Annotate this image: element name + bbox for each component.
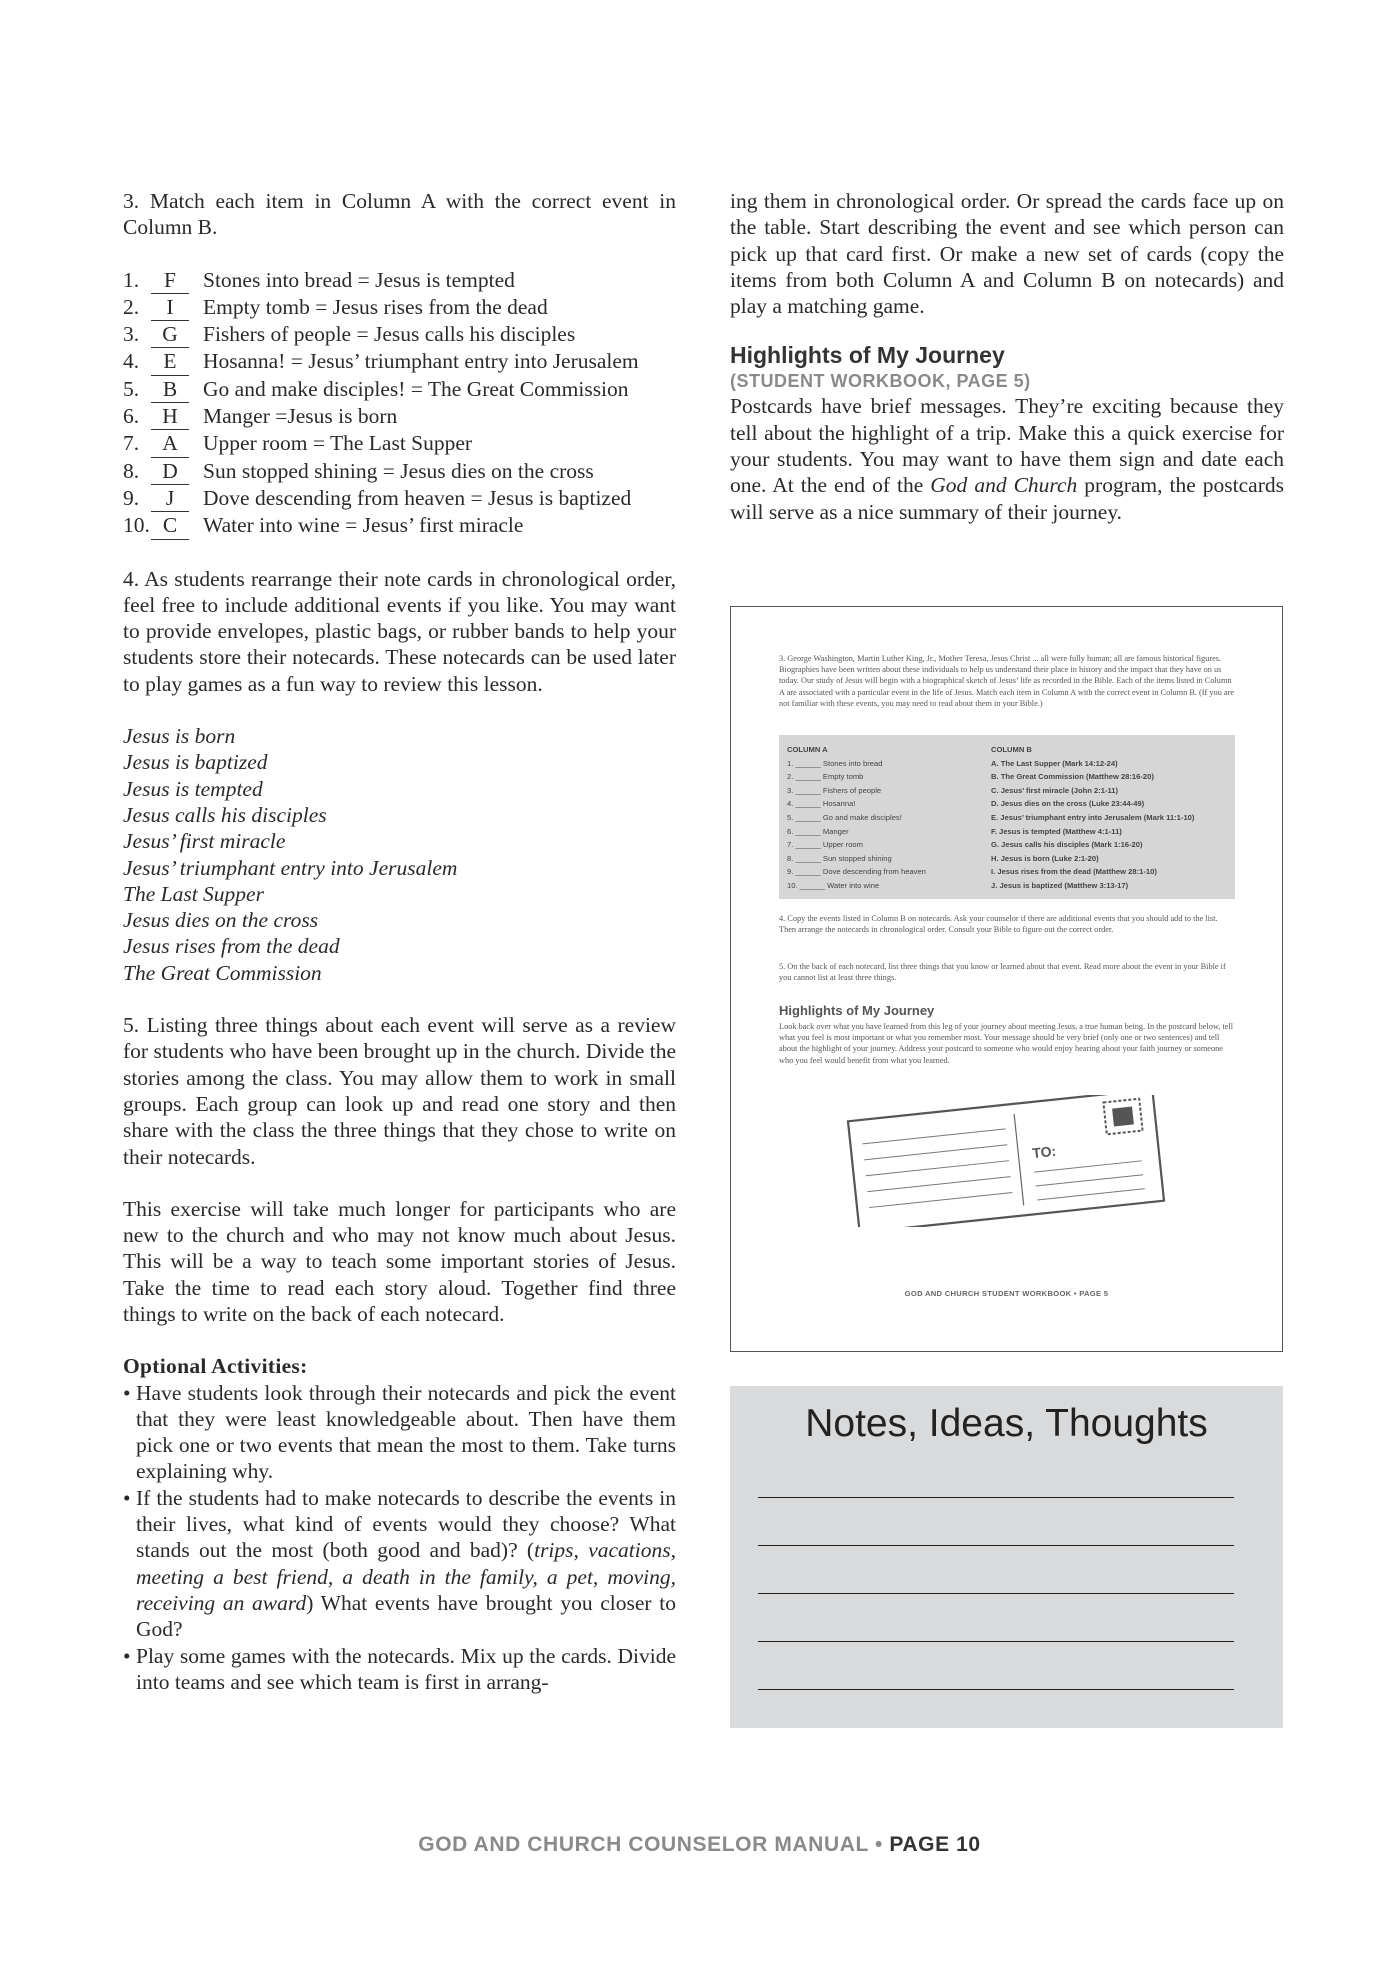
optional-bullet-2 xyxy=(123,1485,676,1643)
notes-line xyxy=(758,1593,1234,1594)
thumb-matching-box xyxy=(779,735,1235,899)
thumb-column-a-item: 10. ______ Water into wine xyxy=(787,880,880,890)
thumb-column-b-item: F. Jesus is tempted (Matthew 4:1-11) xyxy=(991,826,1122,836)
thumb-question-3: 3. George Washington, Martin Luther King, Jr., Mother Teresa, Jesus Christ ... all were fully human; all are famous historical figures. Biographies have been written about these individuals to help us understand their place in history and the impact that they have on us today. Our study of Jesus will begin with a biographical sketch of Jesus’ life as recorded in the Bible. Each of the items listed in Column A are associated with a particular event in the life of Jesus. Match each item in Column A with the correct event in Column B. (If you are not familiar with these events, you may need to read about them in your Bible.) xyxy=(779,654,1235,708)
thumb-column-b-item: E. Jesus’ triumphant entry into Jerusalem (Mark 11:1-10) xyxy=(991,812,1195,822)
match-row xyxy=(123,294,676,321)
postcard-illustration xyxy=(841,1095,1171,1227)
optional-bullet-2-examples: trips, vacations, meeting a best friend, a death in the family, a pet, moving, receiving an award xyxy=(136,1538,676,1615)
thumb-column-a xyxy=(787,743,987,893)
match-answer-letter: A xyxy=(151,430,189,457)
thumb-column-b-item: B. The Great Commission (Matthew 28:16-20) xyxy=(991,772,1154,782)
event-item: The Last Supper xyxy=(123,881,264,906)
match-row xyxy=(123,512,676,539)
thumb-column-a-item: 1. ______ Stones into bread xyxy=(787,758,883,768)
match-pair-text: Hosanna! = Jesus’ triumphant entry into Jerusalem xyxy=(203,349,639,374)
match-answer-letter: G xyxy=(151,321,189,348)
question-5-text: 5. Listing three things about each event will serve as a review for students who have been brought up in the church. Divide the stories among the class. You may allow them to work in small groups. Each group can look up and read one story and then share with the class the three things that they chose to write on their notecards. xyxy=(123,1013,676,1169)
optional-bullet-3-text: Play some games with the notecards. Mix up the cards. Divide into teams and see which team is first in arrang- xyxy=(136,1643,676,1694)
question-4-text: 4. As students rearrange their note cards in chronological order, feel free to include additional events if you like. You may want to provide envelopes, plastic bags, or rubber bands to help your students store their notecards. These notecards can be used later to play games as a fun way to review this lesson. xyxy=(123,566,676,696)
match-pair-text: Water into wine = Jesus’ first miracle xyxy=(203,513,524,538)
match-row xyxy=(123,430,676,457)
left-column xyxy=(123,188,676,1695)
optional-bullet-2-text-a: If the students had to make notecards to describe the events in their lives, what kind of events would they choose? What stands out the most (both good and bad)? ( xyxy=(136,1485,676,1563)
thumb-column-a-item: 9. ______ Dove descending from heaven xyxy=(787,867,926,877)
event-item: Jesus is born xyxy=(123,724,236,749)
thumb-column-b-item: H. Jesus is born (Luke 2:1-20) xyxy=(991,853,1099,863)
thumb-column-a-item: 4. ______ Hosanna! xyxy=(787,799,856,809)
match-answer xyxy=(151,294,203,321)
thumb-column-a-head: COLUMN A xyxy=(787,745,828,754)
thumb-column-b-head: COLUMN B xyxy=(991,745,1032,754)
event-item: Jesus’ triumphant entry into Jerusalem xyxy=(123,855,458,880)
match-row xyxy=(123,376,676,403)
notes-line xyxy=(758,1689,1234,1690)
match-answer-letter: F xyxy=(151,267,189,294)
program-name: God and Church xyxy=(930,473,1078,498)
match-answer-letter: C xyxy=(151,512,189,539)
match-pair-text: Dove descending from heaven = Jesus is baptized xyxy=(203,485,632,510)
thumb-highlights-text: Look back over what you have learned from this leg of your journey about meeting Jesus, a true human being. In the postcard below, tell what you feel is most important or what you remember most. Your message should be very brief (only one or two sentences) and tell about the highlight of your journey. Address your postcard to someone who would enjoy hearing about your faith journey or someone who you feel would benefit from what you learned. xyxy=(779,1022,1234,1065)
match-pair-text: Manger =Jesus is born xyxy=(203,404,398,429)
thumb-column-a-item: 3. ______ Fishers of people xyxy=(787,785,882,795)
thumb-column-a-item: 2. ______ Empty tomb xyxy=(787,772,864,782)
notes-line xyxy=(758,1497,1234,1498)
match-number: 2. xyxy=(123,294,140,319)
match-answer-letter: H xyxy=(151,403,189,430)
match-number: 8. xyxy=(123,458,140,483)
match-answer xyxy=(151,348,203,375)
match-row xyxy=(123,267,676,294)
match-number: 1. xyxy=(123,267,140,292)
page-footer xyxy=(0,1833,1399,1857)
notes-line xyxy=(758,1545,1234,1546)
thumb-column-b-item: A. The Last Supper (Mark 14:12-24) xyxy=(991,758,1118,768)
thumb-column-a-item: 5. ______ Go and make disciples! xyxy=(787,812,902,822)
match-row xyxy=(123,403,676,430)
thumb-column-b-item: I. Jesus rises from the dead (Matthew 28:1-10) xyxy=(991,867,1157,877)
question-3-intro: 3. Match each item in Column A with the correct event in Column B. xyxy=(123,189,676,240)
match-pair-text: Empty tomb = Jesus rises from the dead xyxy=(203,294,548,319)
notes-box xyxy=(730,1386,1283,1728)
match-answer-letter: B xyxy=(151,376,189,403)
notes-line xyxy=(758,1641,1234,1642)
event-item: Jesus calls his disciples xyxy=(123,802,327,827)
footer-title: GOD AND CHURCH COUNSELOR MANUAL xyxy=(418,1833,869,1856)
match-row xyxy=(123,458,676,485)
match-answer xyxy=(151,485,203,512)
thumb-column-b-item: D. Jesus dies on the cross (Luke 23:44-49) xyxy=(991,799,1145,809)
match-answer xyxy=(151,430,203,457)
thumb-column-b-item: G. Jesus calls his disciples (Mark 1:16-20) xyxy=(991,840,1143,850)
page-number: PAGE 10 xyxy=(889,1833,981,1856)
match-answer xyxy=(151,458,203,485)
match-answer-letter: I xyxy=(151,294,189,321)
thumb-highlights-heading: Highlights of My Journey xyxy=(779,1003,935,1018)
optional-bullet-1 xyxy=(123,1380,676,1485)
match-answer-letter: J xyxy=(151,485,189,512)
event-item: Jesus is baptized xyxy=(123,750,268,775)
match-pair-text: Go and make disciples! = The Great Commission xyxy=(203,376,629,401)
highlights-paragraph xyxy=(730,393,1284,524)
thumb-column-a-item: 6. ______ Manger xyxy=(787,826,849,836)
match-number: 7. xyxy=(123,431,140,456)
event-item: Jesus rises from the dead xyxy=(123,934,340,959)
workbook-page-thumbnail xyxy=(730,606,1283,1352)
event-item: Jesus is tempted xyxy=(123,776,263,801)
optional-bullet-2-text-b: ) What events have brought you closer to God? xyxy=(136,1590,676,1642)
highlights-text-b: program, the postcards will serve as a nice summary of their journey. xyxy=(730,473,1284,524)
match-answer xyxy=(151,267,203,294)
match-number: 5. xyxy=(123,376,140,401)
postcard-to-label: TO: xyxy=(1031,1142,1057,1162)
right-column xyxy=(730,188,1284,525)
thumb-column-b-item: J. Jesus is baptized (Matthew 3:13-17) xyxy=(991,880,1129,890)
thumb-footer: GOD AND CHURCH STUDENT WORKBOOK • PAGE 5 xyxy=(904,1289,1109,1298)
match-row xyxy=(123,485,676,512)
match-answer xyxy=(151,512,203,539)
thumb-column-a-item: 8. ______ Sun stopped shining xyxy=(787,853,892,863)
match-answer xyxy=(151,321,203,348)
match-pair-text: Fishers of people = Jesus calls his disciples xyxy=(203,322,576,347)
match-answer xyxy=(151,403,203,430)
highlights-heading: Highlights of My Journey xyxy=(730,342,1005,369)
footer-separator: • xyxy=(868,1833,890,1856)
event-item: Jesus’ first miracle xyxy=(123,829,286,854)
match-row xyxy=(123,348,676,375)
optional-bullet-3 xyxy=(123,1643,676,1696)
match-answer-letter: D xyxy=(151,458,189,485)
match-answer xyxy=(151,376,203,403)
thumb-column-a-item: 7. ______ Upper room xyxy=(787,840,863,850)
thumb-question-5: 5. On the back of each notecard, list three things that you know or learned about that event. Read more about the event in your Bible if you cannot list at least three things. xyxy=(779,962,1226,983)
match-answer-letter: E xyxy=(151,348,189,375)
highlights-text-a: Postcards have brief messages. They’re exciting because they tell about the highlight of a trip. Make this a quick exercise for your students. You may want to have them sign and date each one. At the end of the xyxy=(730,394,1284,498)
continuation-paragraph: ing them in chronological order. Or spread the cards face up on the table. Start describing the event and see which person can pick up that card first. Or make a new set of cards (copy the items from both Column A and Column B on notecards) and play a matching game. xyxy=(730,189,1284,319)
match-number: 9. xyxy=(123,485,140,510)
thumb-column-b xyxy=(991,743,1231,893)
thumb-column-b-item: C. Jesus’ first miracle (John 2:1-11) xyxy=(991,785,1119,795)
event-item: Jesus dies on the cross xyxy=(123,908,319,933)
match-number: 10. xyxy=(123,513,150,538)
notes-title: Notes, Ideas, Thoughts xyxy=(805,1402,1208,1445)
match-pair-text: Upper room = The Last Supper xyxy=(203,431,473,456)
match-number: 4. xyxy=(123,349,140,374)
thumb-question-4: 4. Copy the events listed in Column B on notecards. Ask your counselor if there are additional events that you should add to the list. Then arrange the notecards in chronological order. Consult your Bible to figure out the correct order. xyxy=(779,914,1218,935)
match-row xyxy=(123,321,676,348)
match-answer-list xyxy=(123,267,676,540)
match-number: 3. xyxy=(123,322,140,347)
match-pair-text: Sun stopped shining = Jesus dies on the cross xyxy=(203,458,594,483)
match-pair-text: Stones into bread = Jesus is tempted xyxy=(203,267,515,292)
exercise-paragraph: This exercise will take much longer for participants who are new to the church and who may not know much about Jesus. This will be a way to teach some important stories of Jesus. Take the time to read each story aloud. Together find three things to write on the back of each notecard. xyxy=(123,1196,676,1326)
optional-activities-heading: Optional Activities: xyxy=(123,1354,308,1379)
highlights-subheading: (STUDENT WORKBOOK, PAGE 5) xyxy=(730,371,1031,392)
event-list xyxy=(123,723,676,986)
optional-bullet-1-text: Have students look through their notecards and pick the event that they were least knowledgeable about. Then have them pick one or two events that mean the most to them. Take turns explaining why. xyxy=(136,1380,676,1484)
event-item: The Great Commission xyxy=(123,960,322,985)
match-number: 6. xyxy=(123,404,140,429)
